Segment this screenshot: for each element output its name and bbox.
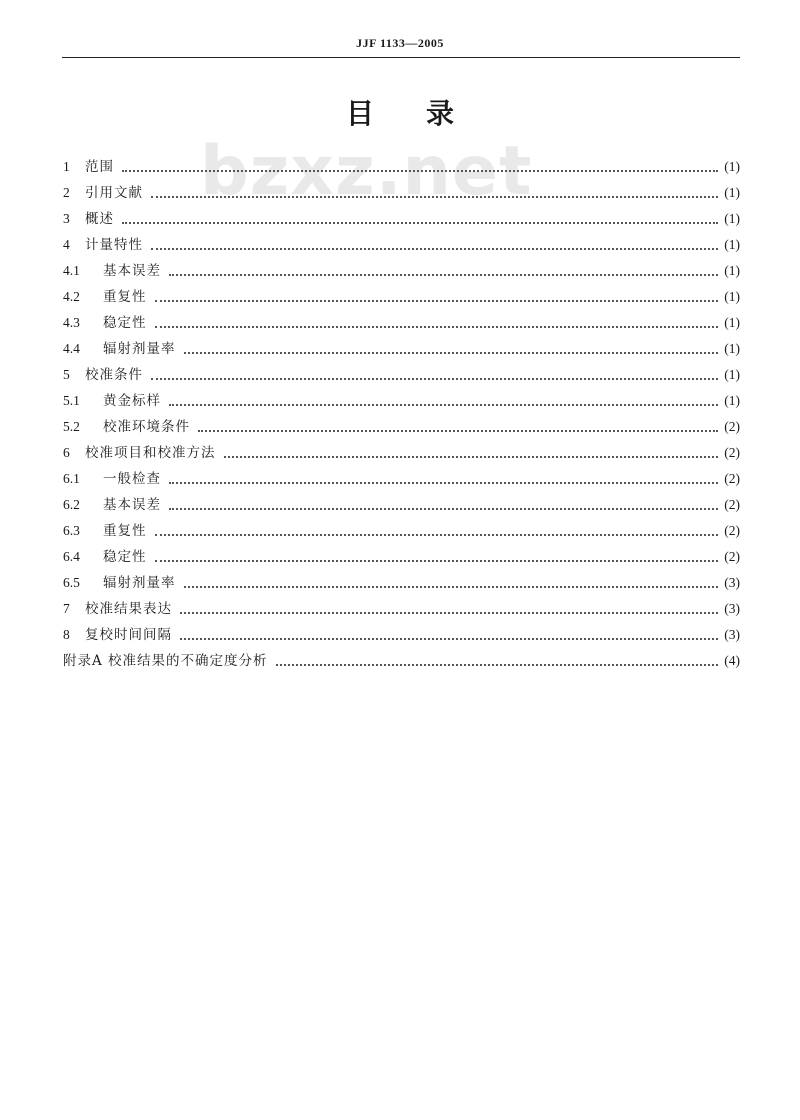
toc-entry-page: (1) — [724, 393, 740, 408]
toc-entry-page: (3) — [724, 575, 740, 590]
toc-dot-leader — [184, 352, 719, 354]
toc-dot-leader — [169, 482, 718, 484]
toc-dot-leader — [122, 222, 718, 224]
toc-entry-label: 校准条件 — [85, 367, 143, 383]
toc-entry-page: (2) — [724, 523, 740, 538]
toc-entry[interactable] — [63, 359, 740, 385]
toc-dot-leader — [180, 612, 718, 614]
toc-entry-number: 1 — [63, 159, 70, 174]
toc-entry-number: 6.2 — [63, 497, 80, 512]
toc-entry[interactable] — [63, 515, 740, 541]
toc-entry-page: (1) — [724, 237, 740, 252]
toc-dot-leader — [151, 248, 718, 250]
toc-entry-page: (2) — [724, 445, 740, 460]
toc-entry-label: 辐射剂量率 — [103, 341, 176, 357]
toc-entry[interactable] — [63, 567, 740, 593]
toc-entry[interactable] — [63, 255, 740, 281]
toc-entry-number: 6.1 — [63, 471, 80, 486]
toc-entry-label: 辐射剂量率 — [103, 575, 176, 591]
toc-entry-page: (4) — [724, 653, 740, 668]
toc-entry-page: (1) — [724, 367, 740, 382]
toc-dot-leader — [276, 664, 719, 666]
toc-entry-label: 校准环境条件 — [103, 419, 190, 435]
toc-dot-leader — [151, 378, 718, 380]
toc-entry[interactable] — [63, 333, 740, 359]
toc-entry-page: (1) — [724, 315, 740, 330]
toc-entry[interactable] — [63, 489, 740, 515]
toc-entry-number: 5.1 — [63, 393, 80, 408]
toc-entry-label: 一般检查 — [103, 471, 161, 487]
toc-dot-leader — [155, 326, 719, 328]
toc-entry[interactable] — [63, 619, 740, 645]
toc-entry-page: (2) — [724, 471, 740, 486]
toc-entry[interactable] — [63, 281, 740, 307]
toc-entry-number: 7 — [63, 601, 70, 616]
toc-entry-label: 重复性 — [103, 289, 147, 305]
toc-entry-page: (1) — [724, 341, 740, 356]
toc-entry-number: 6.5 — [63, 575, 80, 590]
toc-entry-page: (3) — [724, 601, 740, 616]
page-title: 目录 — [345, 97, 506, 130]
toc-entry-label: 稳定性 — [103, 315, 147, 331]
toc-entry-number: 2 — [63, 185, 70, 200]
toc-entry-number: 4.3 — [63, 315, 80, 330]
toc-entry-page: (3) — [724, 627, 740, 642]
toc-entry[interactable] — [63, 229, 740, 255]
toc-entry-number: 6.3 — [63, 523, 80, 538]
toc-entry[interactable] — [63, 593, 740, 619]
toc-entry[interactable] — [63, 385, 740, 411]
toc-entry[interactable] — [63, 411, 740, 437]
toc-dot-leader — [155, 300, 719, 302]
toc-dot-leader — [224, 456, 719, 458]
toc-entry-label: 基本误差 — [103, 497, 161, 513]
toc-entry-page: (1) — [724, 289, 740, 304]
toc-entry-number: 4.2 — [63, 289, 80, 304]
table-of-contents — [63, 151, 740, 671]
toc-dot-leader — [169, 274, 718, 276]
toc-dot-leader — [198, 430, 718, 432]
toc-entry-label: 计量特性 — [85, 237, 143, 253]
toc-entry-page: (1) — [724, 185, 740, 200]
toc-entry-number: 6 — [63, 445, 70, 460]
toc-entry-number: 8 — [63, 627, 70, 642]
header-rule — [62, 57, 740, 58]
toc-entry-label: 引用文献 — [85, 185, 143, 201]
toc-dot-leader — [169, 404, 718, 406]
toc-dot-leader — [155, 534, 719, 536]
toc-entry-page: (2) — [724, 549, 740, 564]
toc-entry-label: 校准结果表达 — [85, 601, 172, 617]
toc-entry[interactable] — [63, 151, 740, 177]
toc-entry-label: 概述 — [85, 211, 114, 227]
document-code-header: JJF 1133—2005 — [356, 36, 444, 50]
toc-entry-page: (2) — [724, 497, 740, 512]
toc-entry-label: 校准项目和校准方法 — [85, 445, 216, 461]
toc-entry-page: (1) — [724, 263, 740, 278]
toc-dot-leader — [169, 508, 718, 510]
toc-entry[interactable] — [63, 541, 740, 567]
toc-entry[interactable] — [63, 463, 740, 489]
toc-entry[interactable] — [63, 203, 740, 229]
toc-entry-number: 5.2 — [63, 419, 80, 434]
toc-entry-number: 3 — [63, 211, 70, 226]
toc-dot-leader — [180, 638, 718, 640]
toc-entry-number: 5 — [63, 367, 70, 382]
toc-entry-label: 范围 — [85, 159, 114, 175]
toc-entry[interactable] — [63, 177, 740, 203]
toc-entry-number: 4 — [63, 237, 70, 252]
toc-entry-label: 黄金标样 — [103, 393, 161, 409]
toc-entry-page: (2) — [724, 419, 740, 434]
toc-entry[interactable] — [63, 437, 740, 463]
toc-entry-label: 复校时间间隔 — [85, 627, 172, 643]
toc-entry-page: (1) — [724, 211, 740, 226]
toc-entry-number: 6.4 — [63, 549, 80, 564]
toc-dot-leader — [122, 170, 718, 172]
toc-entry-label: 重复性 — [103, 523, 147, 539]
toc-entry-label: 基本误差 — [103, 263, 161, 279]
toc-entry-number: 4.1 — [63, 263, 80, 278]
toc-dot-leader — [155, 560, 719, 562]
toc-entry-label: 稳定性 — [103, 549, 147, 565]
toc-dot-leader — [184, 586, 719, 588]
toc-entry[interactable] — [63, 307, 740, 333]
toc-entry-label: 附录A 校准结果的不确定度分析 — [63, 653, 268, 669]
toc-entry-page: (1) — [724, 159, 740, 174]
watermark: bzxz.net — [200, 132, 533, 211]
toc-entry[interactable] — [63, 645, 740, 671]
toc-entry-number: 4.4 — [63, 341, 80, 356]
toc-dot-leader — [151, 196, 718, 198]
